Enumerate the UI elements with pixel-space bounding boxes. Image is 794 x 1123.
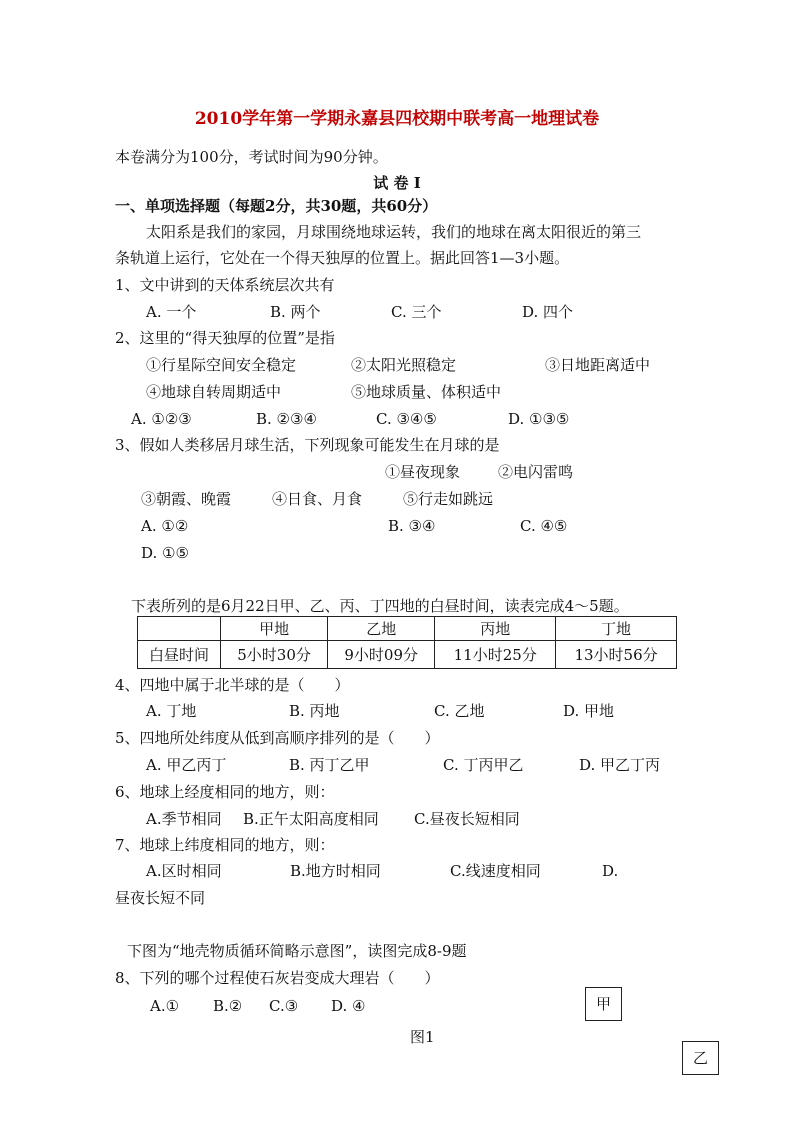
question-3-option-c: C. ④⑤ [520,517,568,535]
question-2-item-1: ①行星际空间安全稳定 [146,356,297,374]
question-5-option-b: B. 丙丁乙甲 [289,756,370,774]
question-4-option-d: D. 甲地 [563,702,615,720]
question-3-option-d: D. ①⑤ [141,544,189,562]
question-1-option-a: A. 一个 [146,303,197,321]
table-cell: 11小时25分 [435,641,556,669]
question-4-stem: 4、四地中属于北半球的是（ ） [115,676,350,694]
figure-caption: 图1 [410,1028,435,1046]
question-2-option-c: C. ③④⑤ [376,410,437,428]
exam-title: 2010学年第一学期永嘉县四校期中联考高一地理试卷 [194,109,600,129]
question-6-option-b: B.正午太阳高度相同 [243,810,379,828]
question-4-option-a: A. 丁地 [146,702,197,720]
figure-box-jia: 甲 [585,987,622,1021]
question-2-item-2: ②太阳光照稳定 [351,356,457,374]
section-heading: 一、单项选择题（每题2分，共30题，共60分） [115,197,438,215]
table-intro: 下表所列的是6月22日甲、乙、丙、丁四地的白昼时间，读表完成4～5题。 [131,597,629,615]
table-header-cell: 丁地 [556,617,677,641]
question-2-option-b: B. ②③④ [256,410,317,428]
question-5-stem: 5、四地所处纬度从低到高顺序排列的是（ ） [115,729,440,747]
passage-line-1: 太阳系是我们的家园，月球围绕地球运转，我们的地球在离太阳很近的第三 [146,223,642,241]
passage-line-2: 条轨道上运行，它处在一个得天独厚的位置上。据此回答1—3小题。 [115,249,570,267]
question-7-option-d-text: 昼夜长短不同 [115,889,206,907]
question-1-option-d: D. 四个 [522,303,574,321]
question-8-option-d: D. ④ [331,997,366,1015]
question-3-item-5: ⑤行走如跳远 [403,490,494,508]
question-3-item-2: ②电闪雷鸣 [498,463,574,481]
question-6-option-a: A.季节相同 [146,810,222,828]
question-2-item-3: ③日地距离适中 [545,356,651,374]
figure-intro: 下图为“地壳物质循环简略示意图”，读图完成8-9题 [127,942,467,960]
question-8-option-b: B.② [213,997,243,1015]
paper-label: 试 卷 I [373,174,421,192]
question-3-item-3: ③朝霞、晚霞 [141,490,232,508]
question-1-stem: 1、文中讲到的天体系统层次共有 [115,276,335,294]
question-8-option-a: A.① [150,997,180,1015]
question-1-option-b: B. 两个 [270,303,321,321]
question-7-option-a: A.区时相同 [146,862,222,880]
question-7-option-c: C.线速度相同 [450,862,541,880]
table-header-cell: 甲地 [221,617,328,641]
question-3-item-1: ①昼夜现象 [385,463,461,481]
table-cell: 白昼时间 [138,641,221,669]
question-3-option-b: B. ③④ [388,517,436,535]
figure-box-yi: 乙 [682,1041,719,1075]
question-5-option-c: C. 丁丙甲乙 [443,756,524,774]
table-cell: 13小时56分 [556,641,677,669]
question-7-option-b: B.地方时相同 [290,862,381,880]
table-header-cell: 丙地 [435,617,556,641]
question-7-option-d: D. [602,862,619,880]
table-header-row [138,617,677,641]
table-header-cell [138,617,221,641]
question-2-option-d: D. ①③⑤ [508,410,570,428]
question-2-option-a: A. ①②③ [131,410,192,428]
question-5-option-a: A. 甲乙丙丁 [146,756,227,774]
question-7-stem: 7、地球上纬度相同的地方，则： [115,836,335,854]
question-3-option-a: A. ①② [141,517,189,535]
question-3-stem: 3、假如人类移居月球生活，下列现象可能发生在月球的是 [115,436,500,454]
table-cell: 9小时09分 [328,641,435,669]
question-2-item-4: ④地球自转周期适中 [146,383,282,401]
question-6-stem: 6、地球上经度相同的地方，则： [115,783,335,801]
table-header-cell: 乙地 [328,617,435,641]
question-1-option-c: C. 三个 [391,303,442,321]
question-5-option-d: D. 甲乙丁丙 [579,756,661,774]
question-3-item-4: ④日食、月食 [272,490,363,508]
question-2-item-5: ⑤地球质量、体积适中 [351,383,502,401]
question-8-option-c: C.③ [269,997,299,1015]
daylight-table [137,616,677,669]
question-8-stem: 8、下列的哪个过程使石灰岩变成大理岩（ ） [115,969,440,987]
question-2-stem: 2、这里的“得天独厚的位置”是指 [115,329,335,347]
question-4-option-b: B. 丙地 [289,702,340,720]
question-6-option-c: C.昼夜长短相同 [414,810,520,828]
question-4-option-c: C. 乙地 [434,702,485,720]
exam-info: 本卷满分为100分，考试时间为90分钟。 [115,148,388,166]
table-row [138,641,677,669]
table-cell: 5小时30分 [221,641,328,669]
